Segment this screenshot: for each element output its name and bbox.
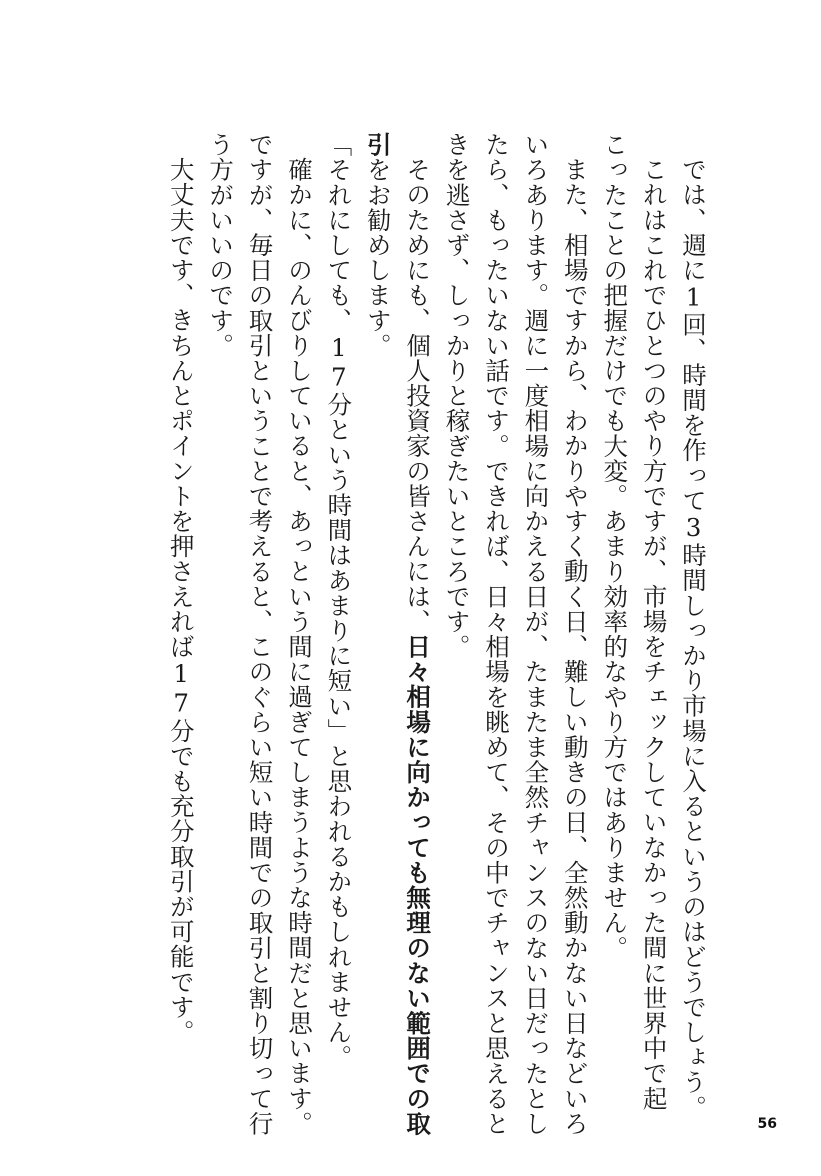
paragraph-line: たら、もったいない話です。できれば、日々相場を眺めて、その中でチャンスと思えると [481,132,511,1136]
paragraph-line: 「それにしても、17分という時間はあまりに短い」と思われるかもしれません。 [324,132,354,1070]
paragraph-line [358,132,397,1052]
paragraph-line: ですが、毎日の取引ということで考えると、このぐらい短い時間での取引と割り切って行 [245,132,275,1136]
paragraph-line: また、相場ですから、わかりやすく動く日、難しい動きの日、全然動かない日などいろ [560,156,590,1136]
paragraph-line: これはこれでひとつのやり方ですが、市場をチェックしていなかった間に世界中で起 [639,156,669,1111]
paragraph-line: 大丈夫です、きちんとポイントを押さえれば17分でも充分取引が可能です。 [166,156,196,1044]
paragraph-line [398,132,437,1136]
paragraph-line: こったことの把握だけでも大変。あまり効率的なやり方ではありません。 [600,132,630,961]
paragraph-line: いろあります。週に一度相場に向かえる日が、たまたま全然チャンスのない日だったとし [521,132,551,1136]
emphasis-text: 日々相場に向かっても無理のない範囲での取 [403,633,433,1136]
paragraph-line: きを逃さず、しっかりと稼ぎたいところです。 [442,132,472,660]
paragraph-line: では、週に1回、時間を作って3時間しっかり市場に入るというのはどうでしょう。 [679,156,708,1120]
normal-text: をお勧めします。 [363,157,393,358]
paragraph-line: 確かに、のんびりしていると、あっという間に過ぎてしまうような時間だと思います。 [284,156,314,1136]
paragraph-line: う方がいいのです。 [206,132,236,358]
page-number: 56 [757,1116,777,1132]
normal-text: そのためにも、個人投資家の皆さんには、 [403,156,433,634]
emphasis-text: 引 [363,132,393,158]
body-text [161,132,713,1136]
